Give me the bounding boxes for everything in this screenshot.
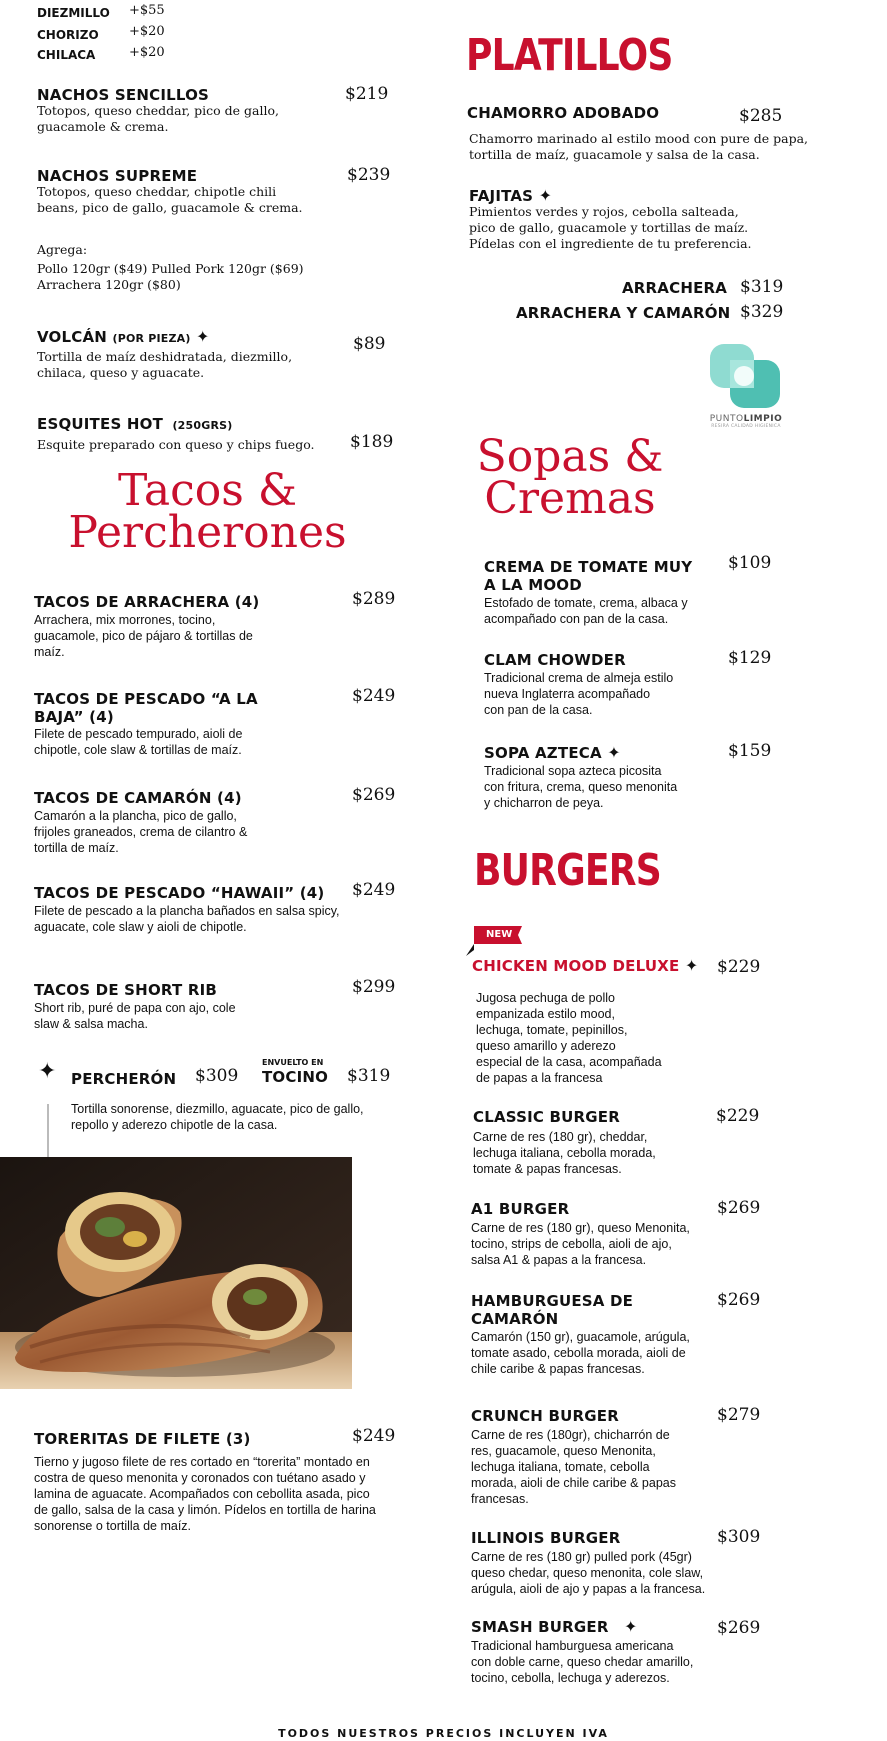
toreritas-name: TORERITAS DE FILETE (3) — [34, 1430, 251, 1448]
taco-camaron-name: TACOS DE CAMARÓN (4) — [34, 789, 242, 807]
taco-pescado-baja-name: TACOS DE PESCADO “A LA BAJA” (4) — [34, 690, 258, 726]
new-badge — [466, 926, 522, 944]
percheron-envuelto: ENVUELTO EN — [262, 1058, 324, 1067]
agrega-line-1: Pollo 120gr ($49) Pulled Pork 120gr ($69) — [37, 261, 304, 276]
volcan-desc-2: chilaca, queso y aguacate. — [37, 365, 205, 380]
sparkle-icon: ✦ — [684, 956, 699, 975]
esquites-name-text: ESQUITES HOT — [37, 415, 164, 433]
arrachera-camaron-name: ARRACHERA Y CAMARÓN — [516, 304, 731, 322]
burgers-title: BURGERS — [474, 845, 661, 896]
sopa-azteca-name — [484, 744, 621, 762]
classic-burger-desc: Carne de res (180 gr), cheddar, lechuga italiana, cebolla morada, tomate & papas francesas. — [473, 1130, 656, 1176]
illinois-burger-name: ILLINOIS BURGER — [471, 1529, 621, 1547]
a1-burger-price: $269 — [717, 1198, 761, 1218]
sopas-section-title — [470, 431, 670, 524]
percheron-price-tocino: $319 — [347, 1066, 391, 1086]
volcan-name-text: VOLCÁN — [37, 328, 108, 346]
hamburguesa-camaron-price: $269 — [717, 1290, 761, 1310]
volcan-price: $89 — [353, 334, 386, 354]
a1-burger-desc: Carne de res (180 gr), queso Menonita, tocino, strips de cebolla, aioli de ajo, salsa A1 & papas a la francesa. — [471, 1221, 690, 1267]
fajitas-desc: Pimientos verdes y rojos, cebolla salteada, pico de gallo, guacamole y tortillas de maíz. Pídelas con el ingrediente de tu preferencia. — [469, 204, 752, 251]
hamburguesa-camaron-name: HAMBURGUESA DE CAMARÓN — [471, 1292, 634, 1328]
sopa-crema-tomate-name: CREMA DE TOMATE MUY A LA MOOD — [484, 558, 693, 594]
percheron-desc-1: Tortilla sonorense, diezmillo, aguacate, pico de gallo, — [71, 1102, 364, 1116]
hamburguesa-camaron-desc: Camarón (150 gr), guacamole, arúgula, tomate asado, cebolla morada, aioli de chile caribe & papas francesas. — [471, 1330, 690, 1376]
punto-limpio-logo — [706, 342, 786, 438]
tacos-section-title — [50, 465, 365, 558]
taco-camaron-desc: Camarón a la plancha, pico de gallo, frijoles graneados, crema de cilantro & tortilla de maíz. — [34, 809, 248, 855]
sopas-title-line-2: Cremas — [484, 473, 656, 524]
taco-arrachera-name: TACOS DE ARRACHERA (4) — [34, 593, 260, 611]
toreritas-desc: Tierno y jugoso filete de res cortado en “torerita” montado en costra de queso menonita y coronados con tuétano asado y lamina de aguacate. Acompañados con cebollita asada, pico de gallo, salsa de la casa y limón. Pídelos en tortilla de harina sonorense o tortilla de maíz. — [34, 1455, 376, 1533]
chicken-mood-name — [472, 957, 698, 975]
illinois-burger-price: $309 — [717, 1527, 761, 1547]
nachos-supreme-desc-2: beans, pico de gallo, guacamole & crema. — [37, 200, 303, 215]
sparkle-icon: ✦ — [538, 186, 553, 205]
chicken-mood-desc: Jugosa pechuga de pollo empanizada estilo mood, lechuga, tomate, pepinillos, queso amarillo y aderezo especial de la casa, acompañada de papas a la francesa — [476, 991, 662, 1085]
sopa-clam-chowder-desc: Tradicional crema de almeja estilo nueva Inglaterra acompañado con pan de la casa. — [484, 671, 674, 717]
chamorro-desc-1: Chamorro marinado al estilo mood con pure de papa, — [469, 131, 809, 146]
sopa-azteca-price: $159 — [728, 741, 772, 761]
classic-burger-price: $229 — [716, 1106, 760, 1126]
taco-pescado-baja-desc: Filete de pescado tempurado, aioli de chipotle, cole slaw & tortillas de maíz. — [34, 727, 243, 757]
volcan-sub: (POR PIEZA) — [112, 332, 191, 345]
logo-tagline: RESIRA CALIDAD HIGIENICA — [711, 424, 781, 429]
toreritas-price: $249 — [352, 1426, 396, 1446]
new-badge-text: NEW — [486, 929, 513, 940]
smash-burger-name — [471, 1618, 638, 1636]
arrachera-camaron-price: $329 — [740, 302, 784, 322]
chamorro-desc-2: tortilla de maíz, guacamole y salsa de la casa. — [469, 147, 760, 162]
extra-name-diezmillo: DIEZMILLO — [37, 6, 110, 20]
smash-burger-name-text: SMASH BURGER — [471, 1618, 609, 1636]
extra-name-chilaca: CHILACA — [37, 48, 96, 62]
chicken-mood-price: $229 — [717, 957, 761, 977]
esquites-name — [37, 415, 233, 435]
extra-price-diezmillo: +$55 — [129, 3, 165, 18]
sopa-clam-chowder-price: $129 — [728, 648, 772, 668]
taco-pescado-baja-price: $249 — [352, 686, 396, 706]
sparkle-icon: ✦ — [38, 1059, 57, 1084]
taco-pescado-hawaii-name: TACOS DE PESCADO “HAWAII” (4) — [34, 884, 325, 902]
sopa-crema-tomate-desc: Estofado de tomate, crema, albaca y acompañado con pan de la casa. — [484, 596, 688, 626]
taco-arrachera-desc: Arrachera, mix morrones, tocino, guacamole, pico de pájaro & tortillas de maíz. — [34, 613, 253, 659]
sparkle-icon: ✦ — [607, 743, 621, 762]
taco-short-rib-price: $299 — [352, 977, 396, 997]
sopa-clam-chowder-name: CLAM CHOWDER — [484, 651, 626, 669]
agrega-line-2: Arrachera 120gr ($80) — [37, 277, 181, 292]
esquites-price: $189 — [350, 432, 394, 452]
taco-pescado-hawaii-desc: Filete de pescado a la plancha bañados en salsa spicy, aguacate, cole slaw y aioli de chipotle. — [34, 904, 340, 934]
tacos-title-line-2: Percherones — [68, 507, 347, 558]
chamorro-price: $285 — [739, 106, 783, 126]
extra-price-chorizo: +$20 — [129, 24, 165, 39]
smash-burger-price: $269 — [717, 1618, 761, 1638]
taco-short-rib-name: TACOS DE SHORT RIB — [34, 981, 217, 999]
nachos-sencillos-price: $219 — [345, 84, 389, 104]
extra-name-chorizo: CHORIZO — [37, 28, 99, 42]
crunch-burger-desc: Carne de res (180gr), chicharrón de res, guacamole, queso Menonita, lechuga italiana, tomate, cebolla morada, aioli de chile caribe & papas francesas. — [471, 1428, 676, 1506]
sopa-crema-tomate-price: $109 — [728, 553, 772, 573]
percheron-price: $309 — [195, 1066, 239, 1086]
illinois-burger-desc: Carne de res (180 gr) pulled pork (45gr) queso chedar, queso menonita, cole slaw, arúgula, aioli de ajo y papas a la francesa. — [471, 1550, 706, 1596]
nachos-sencillos-desc-2: guacamole & crema. — [37, 119, 169, 134]
taco-arrachera-price: $289 — [352, 589, 396, 609]
percheron-photo — [0, 1157, 352, 1389]
esquites-sub: (250GRS) — [172, 419, 233, 432]
taco-short-rib-desc: Short rib, puré de papa con ajo, cole slaw & salsa macha. — [34, 1001, 236, 1031]
esquites-desc: Esquite preparado con queso y chips fuego. — [37, 437, 315, 452]
nachos-supreme-price: $239 — [347, 165, 391, 185]
volcan-desc-1: Tortilla de maíz deshidratada, diezmillo, — [37, 349, 293, 364]
nachos-sencillos-name: NACHOS SENCILLOS — [37, 86, 210, 104]
fajitas-name — [469, 187, 552, 205]
crunch-burger-price: $279 — [717, 1405, 761, 1425]
arrachera-price: $319 — [740, 277, 784, 297]
percheron-tocino: TOCINO — [262, 1068, 329, 1086]
a1-burger-name: A1 BURGER — [471, 1200, 570, 1218]
classic-burger-name: CLASSIC BURGER — [473, 1108, 620, 1126]
chamorro-name: CHAMORRO ADOBADO — [467, 104, 660, 122]
chicken-mood-name-text: CHICKEN MOOD DELUXE — [472, 957, 680, 975]
tacos-title-line-1: Tacos & — [117, 465, 298, 516]
sparkle-icon: ✦ — [196, 327, 210, 346]
sopa-azteca-desc: Tradicional sopa azteca picosita con fritura, crema, queso menonita y chicharron de peya. — [484, 764, 678, 810]
footer-note: TODOS NUESTROS PRECIOS INCLUYEN IVA — [278, 1727, 609, 1740]
sopa-azteca-name-text: SOPA AZTECA — [484, 744, 602, 762]
platillos-title: PLATILLOS — [466, 30, 673, 81]
smash-burger-desc: Tradicional hamburguesa americana con doble carne, queso chedar amarillo, tocino, cebolla, lechuga y aderezos. — [471, 1639, 694, 1685]
volcan-name — [37, 328, 210, 348]
nachos-supreme-name: NACHOS SUPREME — [37, 167, 198, 185]
nachos-supreme-desc-1: Totopos, queso cheddar, chipotle chili — [37, 184, 277, 199]
arrachera-name: ARRACHERA — [622, 279, 728, 297]
taco-pescado-hawaii-price: $249 — [352, 880, 396, 900]
logo-text: PUNTOLIMPIO — [709, 414, 783, 424]
percheron-name: PERCHERÓN — [71, 1070, 177, 1088]
crunch-burger-name: CRUNCH BURGER — [471, 1407, 619, 1425]
fajitas-name-text: FAJITAS — [469, 187, 534, 205]
taco-camaron-price: $269 — [352, 785, 396, 805]
percheron-desc-2: repollo y aderezo chipotle de la casa. — [71, 1118, 278, 1132]
extra-price-chilaca: +$20 — [129, 45, 165, 60]
sopas-title-line-1: Sopas & — [476, 431, 664, 482]
nachos-sencillos-desc-1: Totopos, queso cheddar, pico de gallo, — [37, 103, 279, 118]
sparkle-icon: ✦ — [624, 1617, 638, 1636]
agrega-title: Agrega: — [37, 242, 88, 257]
